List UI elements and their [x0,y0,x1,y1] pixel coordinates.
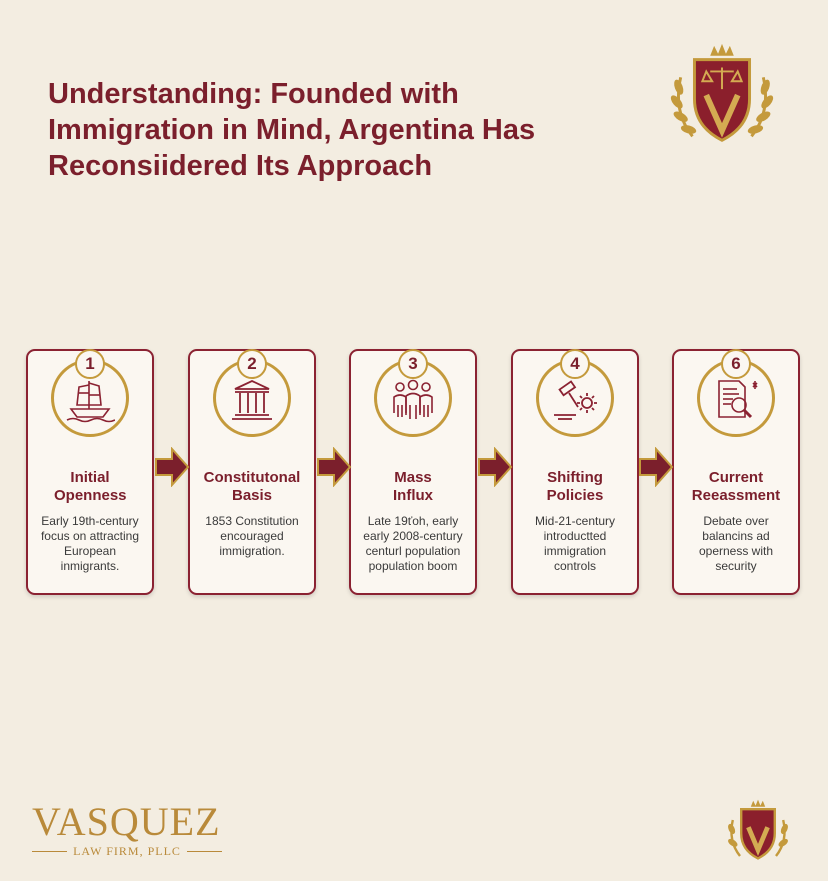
step-title: Constitutonal Basis [203,469,301,504]
ship-icon [65,377,115,423]
document-search-icon [711,377,761,423]
step-description: Debate over balancins ad operness with security [698,514,774,573]
step-description: 1853 Constitution encouraged immigration. [205,514,299,558]
step-badge [51,354,129,437]
step-title: Initial Openness [54,469,127,504]
step-title: Shifting Policies [546,469,604,504]
step-card-2 [188,349,316,595]
step-badge [374,354,452,437]
arrow-right-icon [316,447,352,487]
arrow-right-icon [477,447,513,487]
step-description: Early 19th-century focus on attracting European inmigrants. [40,514,140,573]
step-number: 2 [237,349,267,379]
step-badge [697,354,775,437]
columns-building-icon [227,377,277,423]
step-badge [536,354,614,437]
step-number: 1 [75,349,105,379]
step-card-3 [349,349,477,595]
step-description: Mid-21-century introductted immigration controls [534,514,616,573]
step-number: 3 [398,349,428,379]
firm-subtitle: LAW FIRM, PLLC [73,844,181,858]
crest-logo-small [722,796,794,868]
firm-subtitle-row [32,844,222,859]
firm-name: VASQUEZ [32,799,221,844]
firm-logo [32,800,222,859]
step-title: Current Reeassment [691,469,781,504]
arrow-right-icon [154,447,190,487]
step-card-5 [672,349,800,595]
step-card-4 [511,349,639,595]
step-card-1 [26,349,154,595]
people-group-icon [388,377,438,423]
arrow-right-icon [638,447,674,487]
step-number: 4 [560,349,590,379]
step-badge [213,354,291,437]
step-title: Mass Influx [393,469,433,504]
page-title: Understanding: Founded with Immigration in Mind, Argentina Has Reconsiidered Its Approach [48,78,536,182]
step-description: Late 19ťoh, early early 2008-century centurl population population boom [363,514,463,573]
step-number: 6 [721,349,751,379]
gavel-gear-icon [550,377,600,423]
